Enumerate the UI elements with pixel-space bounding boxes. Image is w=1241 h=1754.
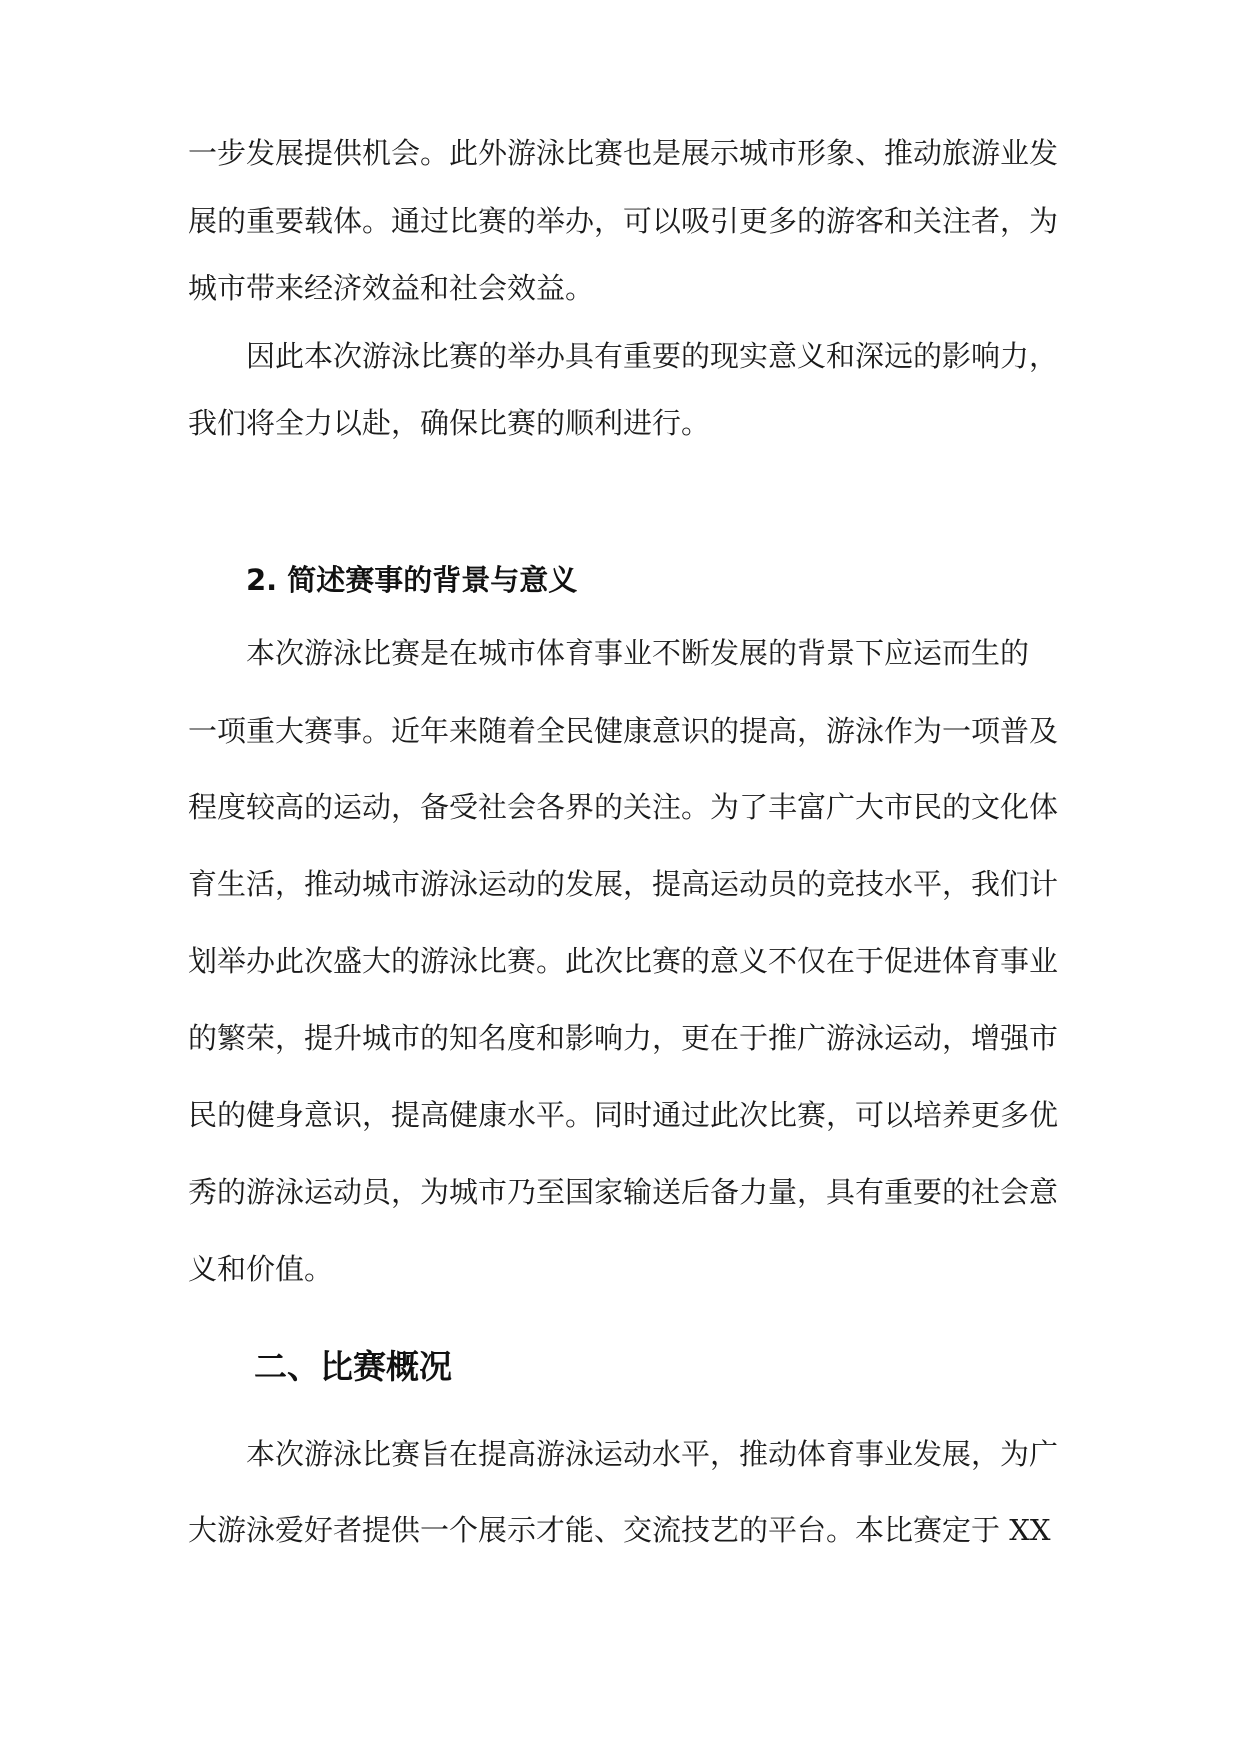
paragraph-line: 民的健身意识，提高健康水平。同时通过此次比赛，可以培养更多优: [188, 1098, 1059, 1132]
paragraph-line: 义和价值。: [188, 1252, 334, 1286]
paragraph-line: 秀的游泳运动员，为城市乃至国家输送后备力量，具有重要的社会意: [188, 1175, 1059, 1209]
paragraph-line: 本次游泳比赛是在城市体育事业不断发展的背景下应运而生的: [246, 636, 1030, 670]
paragraph-line: 本次游泳比赛旨在提高游泳运动水平，推动体育事业发展，为广: [246, 1437, 1059, 1471]
chapter-heading: 二、比赛概况: [254, 1347, 452, 1386]
paragraph-line: 因此本次游泳比赛的举办具有重要的现实意义和深远的影响力，: [246, 339, 1059, 373]
paragraph-line: 我们将全力以赴，确保比赛的顺利进行。: [188, 406, 711, 440]
paragraph-line: 大游泳爱好者提供一个展示才能、交流技艺的平台。本比赛定于 XX: [188, 1513, 1051, 1547]
paragraph-line: 程度较高的运动，备受社会各界的关注。为了丰富广大市民的文化体: [188, 790, 1059, 824]
paragraph-line: 育生活，推动城市游泳运动的发展，提高运动员的竞技水平，我们计: [188, 867, 1059, 901]
paragraph-line: 展的重要载体。通过比赛的举办，可以吸引更多的游客和关注者，为: [188, 204, 1059, 238]
paragraph-line: 划举办此次盛大的游泳比赛。此次比赛的意义不仅在于促进体育事业: [188, 944, 1059, 978]
paragraph-line: 城市带来经济效益和社会效益。: [188, 271, 595, 305]
section-heading: 2. 简述赛事的背景与意义: [246, 563, 578, 597]
paragraph-line: 一项重大赛事。近年来随着全民健康意识的提高，游泳作为一项普及: [188, 714, 1059, 748]
paragraph-line: 一步发展提供机会。此外游泳比赛也是展示城市形象、推动旅游业发: [188, 136, 1059, 170]
paragraph-line: 的繁荣，提升城市的知名度和影响力，更在于推广游泳运动，增强市: [188, 1021, 1059, 1055]
